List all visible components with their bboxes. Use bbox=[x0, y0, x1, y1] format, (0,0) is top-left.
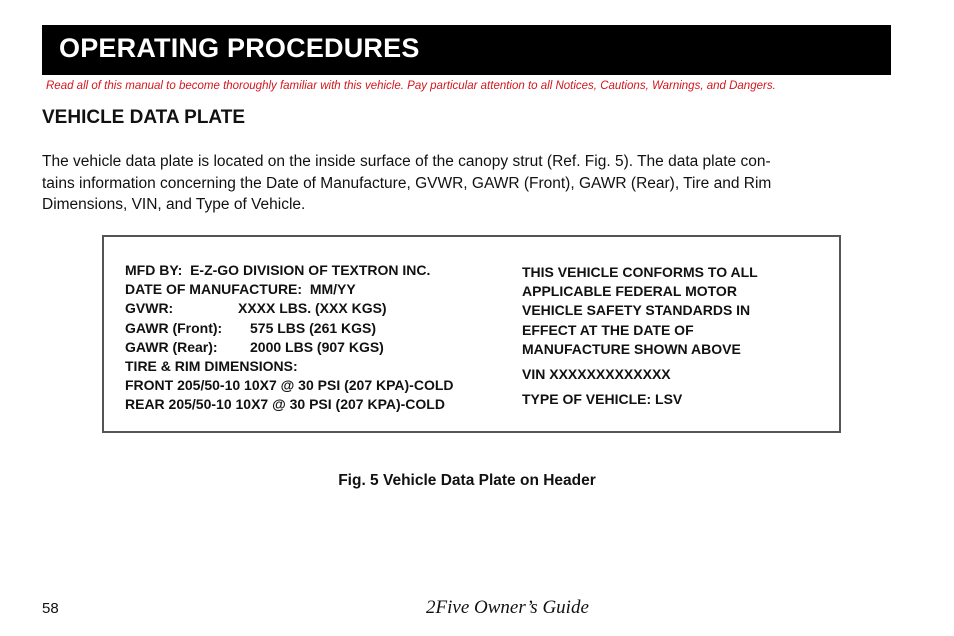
gawr-rear-label: GAWR (Rear): bbox=[125, 338, 218, 355]
vehicle-type-line: TYPE OF VEHICLE: LSV bbox=[522, 391, 683, 408]
mfd-by-line bbox=[125, 261, 520, 280]
date-label: DATE OF MANUFACTURE: bbox=[125, 281, 303, 298]
paragraph-line: The vehicle data plate is located on the inside surface of the canopy strut (Ref. Fig. 5). The data plate con- bbox=[42, 153, 771, 170]
body-paragraph bbox=[42, 151, 892, 216]
page-number: 58 bbox=[42, 600, 59, 617]
rear-tire-line: REAR 205/50-10 10X7 @ 30 PSI (207 KPA)-COLD bbox=[125, 396, 445, 413]
gvwr-label: GVWR: bbox=[125, 300, 174, 317]
gawr-rear-line bbox=[125, 338, 520, 357]
conformance-line: THIS VEHICLE CONFORMS TO ALL bbox=[522, 264, 758, 280]
vin-line: VIN XXXXXXXXXXXXX bbox=[522, 366, 671, 383]
section-banner bbox=[42, 25, 891, 75]
section-heading: VEHICLE DATA PLATE bbox=[42, 107, 246, 128]
safety-notice: Read all of this manual to become thoroughly familiar with this vehicle. Pay particular attention to all Notices, Cautions, Warnings, and Dangers. bbox=[46, 80, 776, 92]
conformance-line: EFFECT AT THE DATE OF bbox=[522, 321, 694, 338]
plate-right-column bbox=[522, 263, 822, 409]
guide-title: 2Five Owner’s Guide bbox=[426, 597, 589, 618]
gvwr-line bbox=[125, 299, 520, 318]
gawr-rear-value: 2000 LBS (907 KGS) bbox=[250, 338, 384, 355]
gawr-front-label: GAWR (Front): bbox=[125, 319, 223, 336]
page-title: OPERATING PROCEDURES bbox=[59, 33, 420, 63]
paragraph-line: Dimensions, VIN, and Type of Vehicle. bbox=[42, 196, 306, 213]
vehicle-data-plate bbox=[102, 235, 841, 433]
mfd-by-value: E-Z-GO DIVISION OF TEXTRON INC. bbox=[190, 262, 431, 278]
tire-heading: TIRE & RIM DIMENSIONS: bbox=[125, 358, 298, 375]
paragraph-line: tains information concerning the Date of Manufacture, GVWR, GAWR (Front), GAWR (Rear), Tire and Rim bbox=[42, 174, 772, 192]
gawr-front-line bbox=[125, 319, 520, 338]
conformance-line: VEHICLE SAFETY STANDARDS IN bbox=[522, 302, 751, 319]
conformance-line: MANUFACTURE SHOWN ABOVE bbox=[522, 340, 741, 357]
date-line bbox=[125, 280, 520, 299]
conformance-line: APPLICABLE FEDERAL MOTOR bbox=[522, 283, 737, 300]
plate-left-column bbox=[125, 261, 520, 415]
date-value: MM/YY bbox=[309, 281, 356, 298]
mfd-by-label: MFD BY: bbox=[125, 262, 183, 278]
front-tire-line: FRONT 205/50-10 10X7 @ 30 PSI (207 KPA)-COLD bbox=[125, 377, 454, 394]
figure-caption: Fig. 5 Vehicle Data Plate on Header bbox=[338, 472, 596, 489]
gvwr-value: XXXX LBS. (XXX KGS) bbox=[238, 300, 387, 317]
gawr-front-value: 575 LBS (261 KGS) bbox=[250, 319, 377, 336]
